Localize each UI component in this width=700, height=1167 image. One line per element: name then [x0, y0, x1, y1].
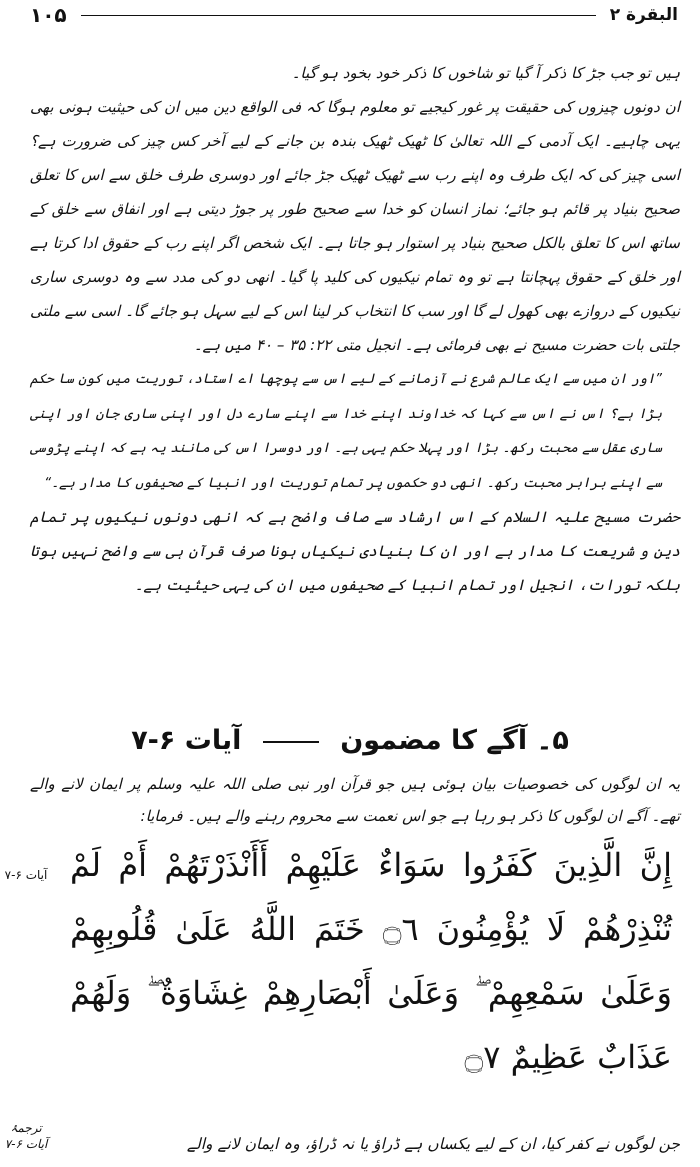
surah-name: البقرة ۲ [609, 5, 678, 25]
margin-ayat-label: آیات ۶-۷ [4, 868, 48, 882]
quran-verses: إِنَّ الَّذِينَ كَفَرُوا سَوَاءٌ عَلَيْهِمْ أَأَنْذَرْتَهُمْ أَمْ لَمْ تُنْذِرْهُمْ لَا يُؤْمِنُونَ ۝٦ خَتَمَ اللَّهُ عَلَىٰ قُلُوبِهِمْ وَعَلَىٰ سَمْعِهِمْ ۖ وَعَلَىٰ أَبْصَارِهِمْ غِشَاوَةٌ ۖ وَلَهُمْ عَذَابٌ عَظِيمٌ ۝٧ [70, 846, 673, 1076]
page-number: ۱۰۵ [30, 3, 67, 27]
closing-paragraph: حضرت مسیح علیہ السلام کے اس ارشاد سے صاف واضح ہے کہ انھی دونوں نیکیوں پر تمام دین و شریعت کا مدار ہے اور ان کا بنیادی نیکیاں ہونا صرف قرآن ہی سے واضح نہیں ہوتا بلکہ تورات، انجیل اور تمام انبیا کے صحیفوں میں ان کی یہی حیثیت ہے۔ [30, 508, 680, 594]
header-rule [81, 15, 596, 16]
section-title: ۵۔ آگے کا مضمون [340, 725, 569, 756]
margin-translation-label: ترجمۂ آیات ۶-۷ [4, 1121, 48, 1151]
verse-translation: جن لوگوں نے کفر کیا، ان کے لیے یکساں ہے ڈراؤ یا نہ ڈراؤ، وہ ایمان لانے والے [186, 1135, 680, 1153]
paragraph-1: ہیں تو جب جڑ کا ذکر آ گیا تو شاخوں کا ذکر خود بخود ہو گیا۔ [291, 64, 680, 82]
heading-dash [263, 741, 319, 743]
commentary-body [30, 56, 680, 602]
paragraph-2: ان دونوں چیزوں کی حقیقت پر غور کیجیے تو معلوم ہوگا کہ فی الواقع دین میں ان کی حیثیت ہونی بھی یہی چاہیے۔ ایک آدمی کے اللہ تعالیٰ کا ٹھیک ٹھیک بندہ بن جانے کے لیے آخر کس چیز کی ضرورت ہے؟ اسی چیز کی کہ ایک طرف وہ اپنے رب سے ٹھیک ٹھیک جڑ جائے اور دوسری طرف خلق سے اس کا تعلق صحیح بنیاد پر قائم ہو جائے؛ نماز انسان کو خدا سے صحیح طور پر جوڑ دیتی ہے اور انفاق سے خلق کے ساتھ اس کا تعلق بالکل صحیح بنیاد پر استوار ہو جاتا ہے۔ ایک شخص اگر اپنے رب کے حقوق ادا کرتا ہے اور خلق کے حقوق پہچانتا ہے تو وہ تمام نیکیوں کی کلید پا گیا۔ انھی دو کی مدد سے وہ دوسری ساری نیکیوں کے دروازے بھی کھول لے گا اور سب کا انتخاب کر لینا اس کے لیے سہل ہو جائے گا۔ اسی سے ملتی جلتی بات حضرت مسیح نے بھی فرمائی ہے۔ انجیل متی ۲۲: ۳۵ – ۴۰ میں ہے۔ [30, 98, 680, 354]
section-intro: یہ ان لوگوں کی خصوصیات بیان ہوئی ہیں جو قرآن اور نبی صلی اللہ علیہ وسلم پر ایمان لانے والے تھے۔ آگے ان لوگوں کا ذکر ہو رہا ہے جو اس نعمت سے محروم رہنے والے ہیں۔ فرمایا: [30, 775, 680, 825]
section-heading [0, 725, 700, 756]
gospel-quote: ”اور ان میں سے ایک عالم شرع نے آزمانے کے لیے اس سے پوچھا اے استاد، توریت میں کون سا حکم بڑا ہے؟ اس نے اس سے کہا کہ خداوند اپنے خدا سے اپنے سارے دل اور اپنی ساری جان اور اپنی ساری عقل سے محبت رکھ۔ بڑا اور پہلا حکم یہی ہے۔ اور دوسرا اس کی مانند یہ ہے کہ اپنے پڑوسی سے اپنے برابر محبت رکھ۔ انھی دو حکموں پر تمام توریت اور انبیا کے صحیفوں کا مدار ہے۔“ [30, 371, 662, 491]
section-verses: آیات ۶-۷ [131, 725, 242, 756]
page-header [30, 0, 678, 30]
